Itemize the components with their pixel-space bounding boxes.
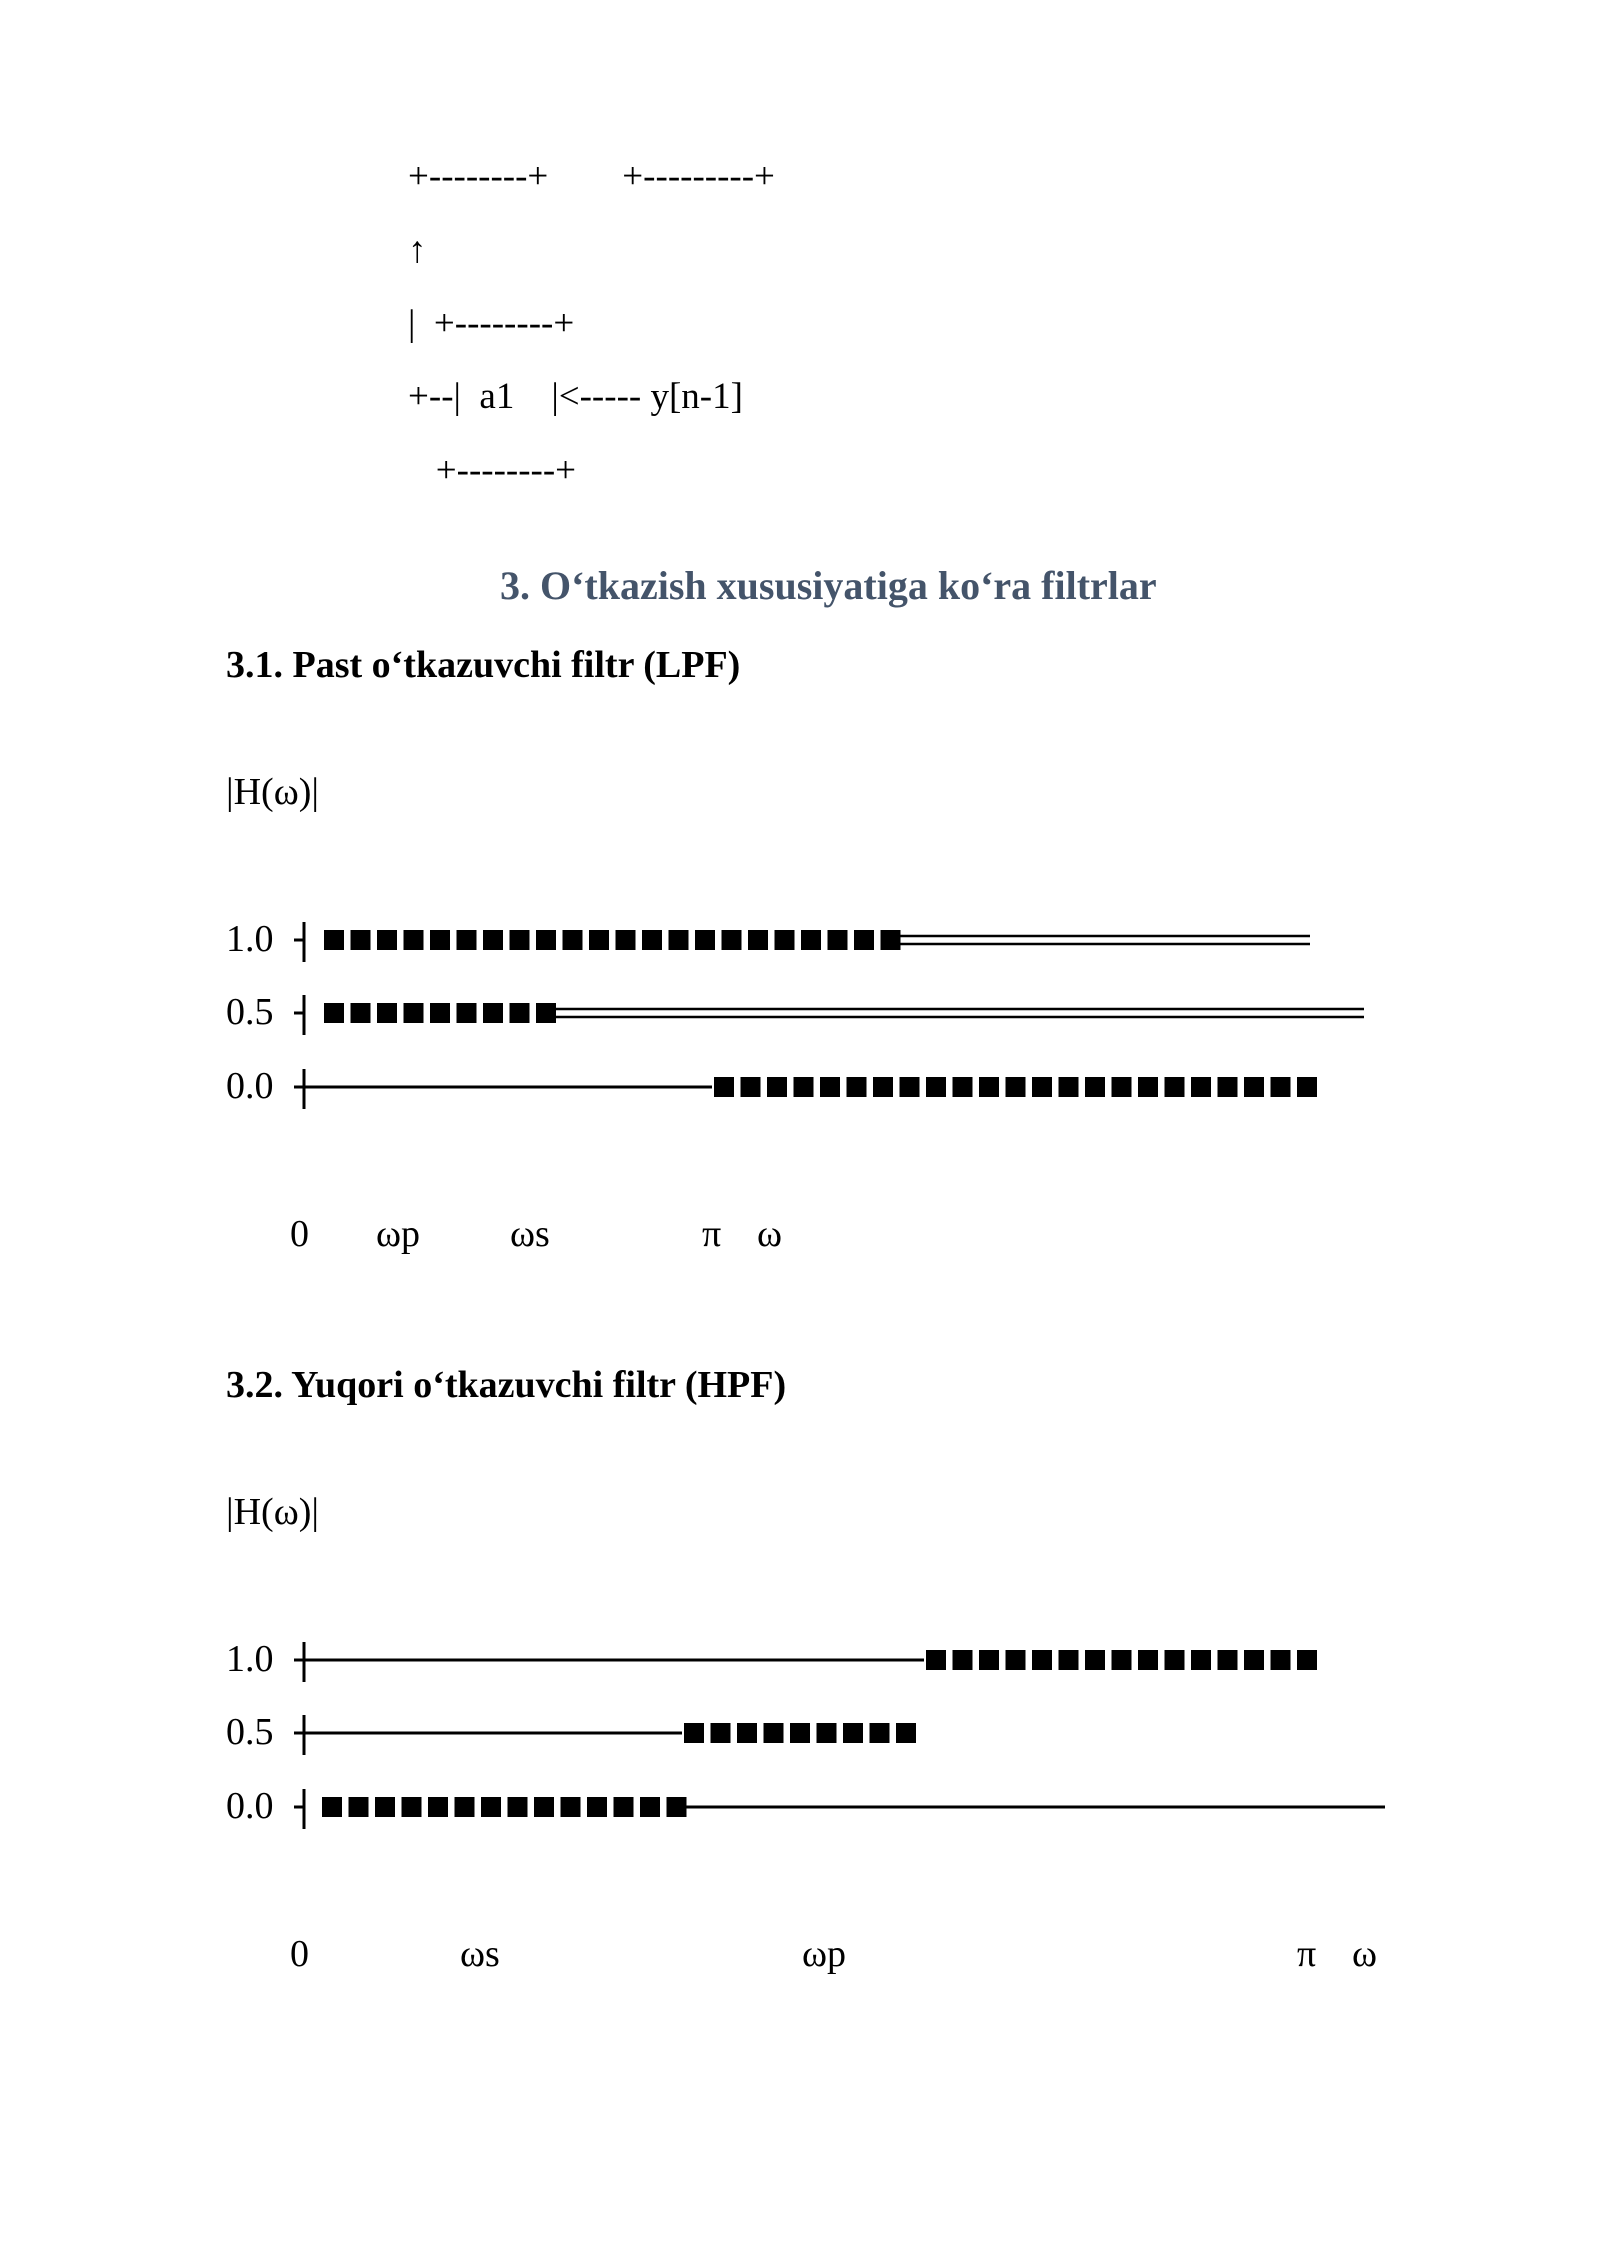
hpf-response-block (587, 1797, 607, 1817)
lpf-response-block (1191, 1077, 1211, 1097)
lpf-response-block (483, 930, 503, 950)
hpf-response-block (979, 1650, 999, 1670)
hpf-response-block (667, 1797, 687, 1817)
ascii-line: | +--------+ (408, 303, 575, 344)
lpf-response-block (351, 930, 371, 950)
lpf-response-block (767, 1077, 787, 1097)
lpf-ytick-label: 0.0 (226, 1065, 274, 1107)
hpf-response-block (1059, 1650, 1079, 1670)
hpf-ylabel: |H(ω)| (226, 1491, 319, 1533)
lpf-response-block (1165, 1077, 1185, 1097)
lpf-response-block (483, 1003, 503, 1023)
lpf-response-block (775, 930, 795, 950)
hpf-response-block (1085, 1650, 1105, 1670)
lpf-response-block (430, 1003, 450, 1023)
lpf-response-block (616, 930, 636, 950)
hpf-response-block (349, 1797, 369, 1817)
lpf-response-block (1032, 1077, 1052, 1097)
lpf-response-block (1138, 1077, 1158, 1097)
lpf-xaxis-label: ω (757, 1213, 783, 1255)
hpf-response-block (737, 1723, 757, 1743)
hpf-response-block (790, 1723, 810, 1743)
hpf-response-block (1138, 1650, 1158, 1670)
hpf-response-block (428, 1797, 448, 1817)
hpf-response-block (455, 1797, 475, 1817)
lpf-response-block (1218, 1077, 1238, 1097)
lpf-response-block (854, 930, 874, 950)
lpf-xtick-label: ωs (510, 1213, 550, 1255)
hpf-response-block (1006, 1650, 1026, 1670)
lpf-response-block (881, 930, 901, 950)
lpf-response-block (900, 1077, 920, 1097)
lpf-response-block (324, 930, 344, 950)
lpf-response-block (669, 930, 689, 950)
hpf-response-block (1112, 1650, 1132, 1670)
lpf-response-block (794, 1077, 814, 1097)
lpf-response-block (801, 930, 821, 950)
ascii-line: ↑ (408, 230, 427, 271)
lpf-response-block (953, 1077, 973, 1097)
hpf-response-block (684, 1723, 704, 1743)
hpf-response-block (640, 1797, 660, 1817)
hpf-response-block (764, 1723, 784, 1743)
lpf-response-block (351, 1003, 371, 1023)
hpf-response-block (926, 1650, 946, 1670)
hpf-response-block (1271, 1650, 1291, 1670)
lpf-response-block (404, 1003, 424, 1023)
hpf-xtick-label: ωp (802, 1933, 847, 1975)
lpf-xtick-label: 0 (290, 1213, 309, 1255)
lpf-response-block (847, 1077, 867, 1097)
lpf-response-block (1297, 1077, 1317, 1097)
hpf-response-block (534, 1797, 554, 1817)
lpf-response-block (1059, 1077, 1079, 1097)
hpf-response-block (508, 1797, 528, 1817)
hpf-response-block (1032, 1650, 1052, 1670)
hpf-response-block (711, 1723, 731, 1743)
section-title: 3. O‘tkazish xususiyatiga ko‘ra filtrlar (500, 563, 1157, 608)
lpf-response-block (1085, 1077, 1105, 1097)
lpf-response-block (536, 930, 556, 950)
hpf-ytick-label: 0.0 (226, 1785, 274, 1827)
hpf-response-block (481, 1797, 501, 1817)
hpf-response-block (402, 1797, 422, 1817)
lpf-response-block (748, 930, 768, 950)
hpf-xtick-label: π (1297, 1933, 1317, 1975)
hpf-response-block (1191, 1650, 1211, 1670)
hpf-response-block (896, 1723, 916, 1743)
lpf-response-block (642, 930, 662, 950)
lpf-response-block (926, 1077, 946, 1097)
hpf-response-block (375, 1797, 395, 1817)
hpf-response-block (843, 1723, 863, 1743)
lpf-response-block (820, 1077, 840, 1097)
lpf-heading: 3.1. Past o‘tkazuvchi filtr (LPF) (226, 644, 741, 686)
hpf-xaxis-label: ω (1352, 1933, 1378, 1975)
lpf-response-block (714, 1077, 734, 1097)
lpf-response-block (563, 930, 583, 950)
hpf-response-block (1297, 1650, 1317, 1670)
hpf-heading: 3.2. Yuqori o‘tkazuvchi filtr (HPF) (226, 1364, 787, 1406)
lpf-response-block (828, 930, 848, 950)
hpf-response-block (1244, 1650, 1264, 1670)
lpf-xtick-label: ωp (376, 1213, 421, 1255)
lpf-response-block (377, 930, 397, 950)
hpf-response-block (614, 1797, 634, 1817)
lpf-ylabel: |H(ω)| (226, 771, 319, 813)
ascii-line: +--------+ +---------+ (408, 156, 775, 197)
lpf-response-block (1006, 1077, 1026, 1097)
lpf-response-block (1244, 1077, 1264, 1097)
lpf-response-block (457, 930, 477, 950)
lpf-xtick-label: π (702, 1213, 722, 1255)
hpf-xtick-label: 0 (290, 1933, 309, 1975)
lpf-response-block (1112, 1077, 1132, 1097)
hpf-response-block (1165, 1650, 1185, 1670)
lpf-response-block (510, 930, 530, 950)
lpf-response-block (873, 1077, 893, 1097)
lpf-response-block (377, 1003, 397, 1023)
hpf-response-block (953, 1650, 973, 1670)
lpf-response-block (741, 1077, 761, 1097)
lpf-ytick-label: 1.0 (226, 918, 274, 960)
lpf-response-block (430, 930, 450, 950)
lpf-response-block (695, 930, 715, 950)
hpf-response-block (561, 1797, 581, 1817)
lpf-response-block (536, 1003, 556, 1023)
ascii-line: +--------+ (408, 450, 577, 491)
hpf-xtick-label: ωs (460, 1933, 500, 1975)
ascii-line: +--| a1 |<----- y[n-1] (408, 376, 743, 417)
lpf-response-block (589, 930, 609, 950)
lpf-response-block (324, 1003, 344, 1023)
lpf-response-block (722, 930, 742, 950)
hpf-response-block (1218, 1650, 1238, 1670)
lpf-ytick-label: 0.5 (226, 991, 274, 1033)
lpf-response-block (404, 930, 424, 950)
lpf-response-block (1271, 1077, 1291, 1097)
lpf-response-block (457, 1003, 477, 1023)
lpf-response-block (979, 1077, 999, 1097)
hpf-response-block (817, 1723, 837, 1743)
lpf-response-block (510, 1003, 530, 1023)
hpf-ytick-label: 0.5 (226, 1711, 274, 1753)
hpf-response-block (322, 1797, 342, 1817)
hpf-response-block (870, 1723, 890, 1743)
hpf-ytick-label: 1.0 (226, 1638, 274, 1680)
